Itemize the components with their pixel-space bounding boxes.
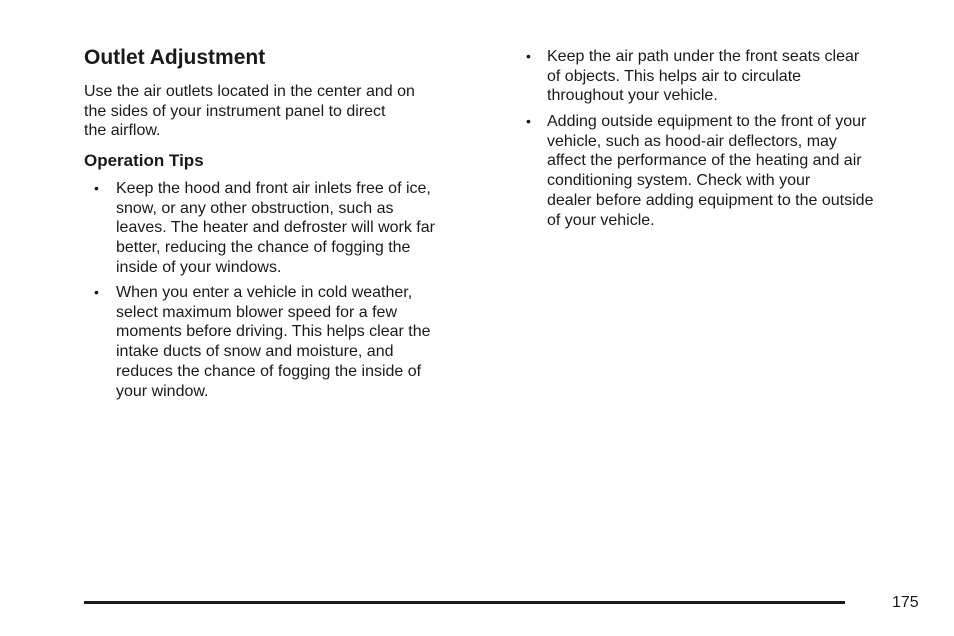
bullet-text (116, 283, 431, 401)
bullet-line: of your vehicle. (547, 211, 655, 229)
section-title: Outlet Adjustment (84, 46, 266, 69)
bullet-line: Keep the air path under the front seats clear (547, 48, 860, 65)
bullet-line: throughout your vehicle. (547, 87, 718, 105)
bullet-icon: • (94, 180, 99, 196)
bullet-line: conditioning system. Check with your (547, 172, 811, 190)
intro-line: Use the air outlets located in the center and on (84, 83, 415, 100)
bullet-line: dealer before adding equipment to the outside (547, 191, 874, 209)
bullet-line: Adding outside equipment to the front of your (547, 113, 867, 130)
bullet-line: snow, or any other obstruction, such as (116, 199, 394, 217)
bullet-line: When you enter a vehicle in cold weather, (116, 284, 413, 301)
footer-rule (84, 601, 845, 604)
bullet-icon: • (526, 113, 531, 129)
page-number: 175 (892, 594, 919, 611)
intro-line: the airflow. (84, 122, 161, 140)
bullet-line: moments before driving. This helps clear the (116, 323, 431, 341)
bullet-icon: • (94, 284, 99, 300)
bullet-line: inside of your windows. (116, 258, 282, 276)
bullet-line: better, reducing the chance of fogging the (116, 239, 411, 257)
operation-tips-heading: Operation Tips (84, 151, 204, 170)
bullet-text (547, 112, 873, 230)
bullet-line: Keep the hood and front air inlets free of ice, (116, 180, 431, 197)
bullet-line: affect the performance of the heating and air (547, 152, 862, 170)
bullet-line: reduces the chance of fogging the inside of (116, 362, 422, 380)
bullet-text (547, 47, 859, 106)
intro-paragraph (84, 82, 464, 141)
bullet-icon: • (526, 48, 531, 64)
intro-line: the sides of your instrument panel to direct (84, 102, 386, 120)
bullet-line: your window. (116, 382, 209, 400)
bullet-line: leaves. The heater and defroster will work far (116, 219, 435, 237)
bullet-line: of objects. This helps air to circulate (547, 67, 802, 85)
bullet-line: intake ducts of snow and moisture, and (116, 343, 394, 361)
bullet-line: vehicle, such as hood-air deflectors, may (547, 132, 837, 150)
bullet-text (116, 179, 435, 278)
bullet-line: select maximum blower speed for a few (116, 303, 397, 321)
